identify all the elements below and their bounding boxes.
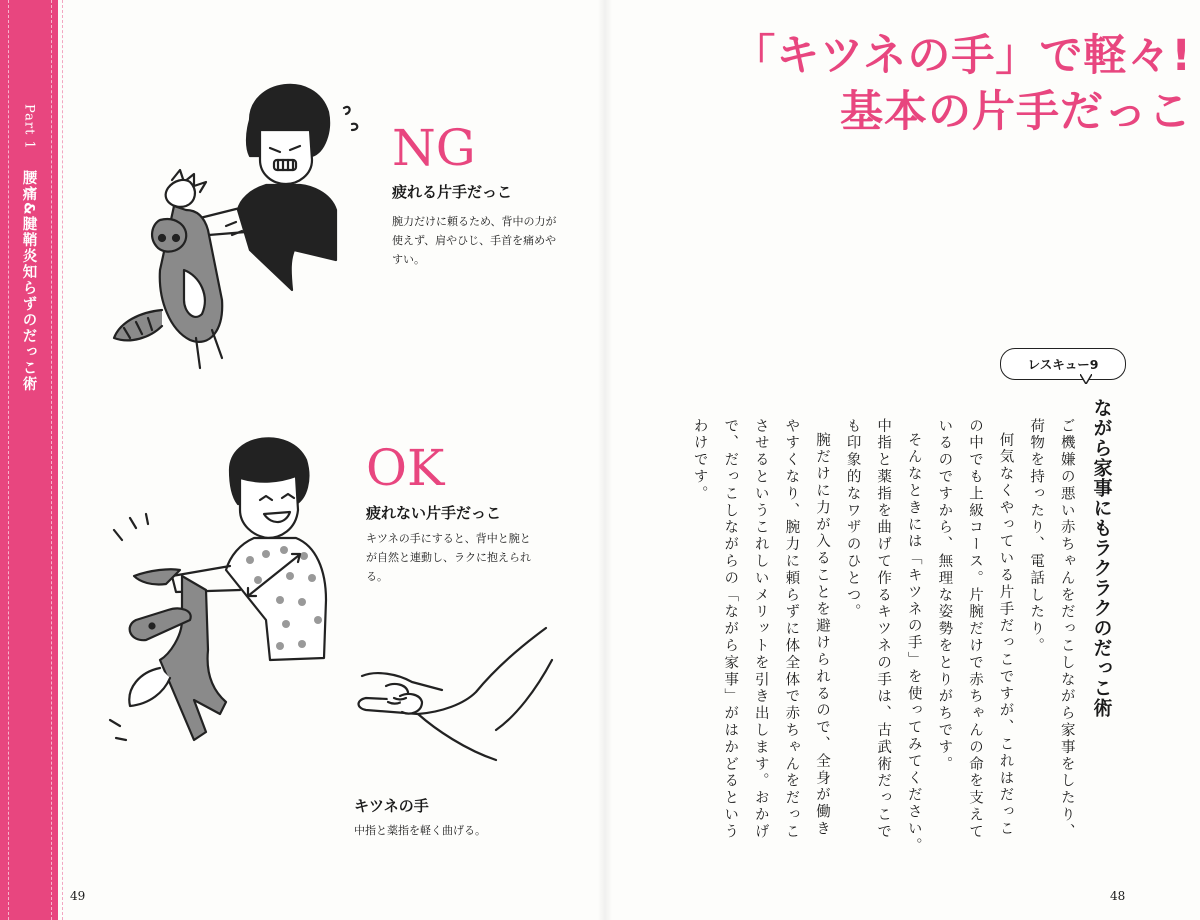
article-title-box bbox=[1085, 398, 1119, 758]
chapter-title-box bbox=[10, 170, 48, 410]
fox-hand-illustration bbox=[346, 620, 556, 780]
article-line: で、だっこしながらの「ながら家事」がはかどるという bbox=[722, 418, 739, 841]
headline-line-1: 「キツネの手」で軽々! bbox=[732, 31, 1192, 81]
article-line: やすくなり、腕力に頼らずに体全体で赤ちゃんをだっこ bbox=[783, 418, 800, 841]
article-line: わけです。 bbox=[691, 418, 708, 503]
page-number-right: 48 bbox=[1110, 889, 1126, 903]
ng-illustration bbox=[100, 60, 400, 390]
article-line: ご機嫌の悪い赤ちゃんをだっこしながら家事をしたり、 bbox=[1058, 418, 1075, 841]
article-line: そんなときには「キツネの手」を使ってみてください。 bbox=[905, 432, 922, 855]
ok-mark: OK bbox=[366, 439, 445, 497]
article-body bbox=[676, 418, 1074, 855]
article-line: いるのですから、無理な姿勢をとりがちです。 bbox=[936, 418, 953, 773]
ng-title: 疲れる片手だっこ bbox=[392, 183, 513, 201]
fox-hand-description: 中指と薬指を軽く曲げる。 bbox=[354, 824, 486, 837]
rescue-tag: レスキュー9 bbox=[1000, 348, 1126, 380]
article-line: 中指と薬指を曲げて作るキツネの手は、古武術だっこで bbox=[875, 418, 892, 841]
article-line: させるというこれしいメリットを引き出します。おかげ bbox=[752, 418, 769, 841]
ng-description: 腕力だけに頼るため、背中の力が使えず、肩やひじ、手首を痛めやすい。 bbox=[392, 215, 557, 266]
article-line: も印象的なワザのひとつ。 bbox=[844, 418, 861, 621]
ok-illustration bbox=[90, 420, 380, 780]
article-line: 荷物を持ったり、電話したり。 bbox=[1028, 418, 1045, 655]
ng-mark: NG bbox=[392, 119, 476, 177]
margin-dash-line bbox=[62, 0, 63, 920]
headline-line-2: 基本の片手だっこ bbox=[840, 87, 1192, 137]
part-label-box bbox=[10, 88, 48, 166]
fox-hand-title: キツネの手 bbox=[354, 797, 429, 815]
article-line: 何気なくやっている片手だっこですが、これはだっこ bbox=[997, 432, 1014, 838]
page-headline bbox=[662, 28, 1192, 140]
book-spine bbox=[598, 0, 612, 920]
ok-description: キツネの手にすると、背中と腕とが自然と連動し、ラクに抱えられる。 bbox=[366, 532, 531, 583]
article-line: の中でも上級コース。片腕だけで赤ちゃんの命を支えて bbox=[966, 418, 983, 841]
article-title: ながら家事にもラクラクのだっこ術 bbox=[1090, 398, 1113, 718]
ok-title: 疲れない片手だっこ bbox=[366, 504, 502, 522]
part-label: Part 1 bbox=[21, 104, 37, 150]
chapter-sidebar bbox=[0, 0, 58, 920]
chapter-title: 腰痛&腱鞘炎知らずのだっこ術 bbox=[20, 170, 37, 393]
tag-speech-tail bbox=[1080, 374, 1092, 384]
article-line: 腕だけに力が入ることを避けられるので、全身が働き bbox=[813, 432, 830, 838]
page-number-left: 49 bbox=[70, 889, 86, 903]
